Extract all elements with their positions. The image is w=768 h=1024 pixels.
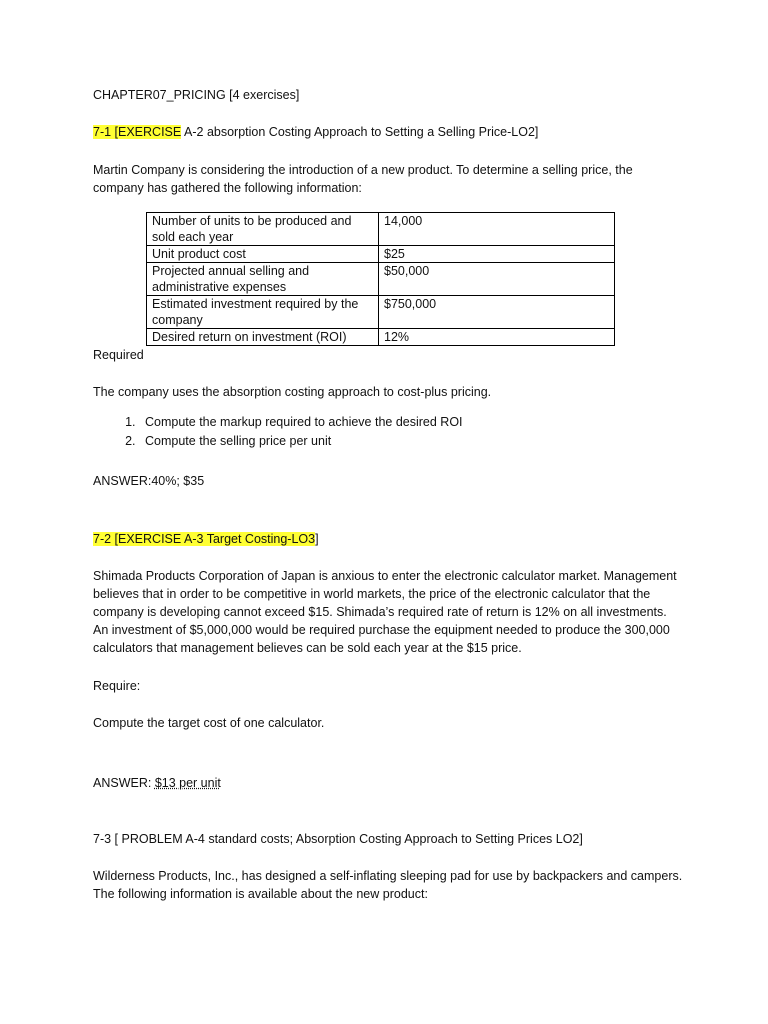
exercise-2-body: Shimada Products Corporation of Japan is anxious to enter the electronic calculator market. Management believes that in order to be competitive in world markets, the price of the electronic calculator that the company is developing cannot exceed $15. Shimada’s required rate of return is 12% on all investments. An investment of $5,000,000 would be required purchase the equipment needed to produce the 300,000 calculators that management believes can be sold each year at the $15 price. — [93, 569, 677, 655]
table-cell-label: Projected annual selling and administrative expenses — [147, 263, 379, 296]
list-item: 1. Compute the markup required to achieve the desired ROI — [139, 413, 683, 432]
table-cell-value: $50,000 — [379, 263, 615, 296]
table-cell-value: $750,000 — [379, 296, 615, 329]
exercise-2-task: Compute the target cost of one calculator. — [93, 716, 325, 730]
exercise-3-intro: Wilderness Products, Inc., has designed a self-inflating sleeping pad for use by backpackers and campers. The following information is available about the new product: — [93, 869, 683, 901]
exercise-2-answer-label: ANSWER: — [93, 776, 155, 790]
document-title: CHAPTER07_PRICING [4 exercises] — [93, 88, 300, 102]
exercise-2-heading-highlight: 7-2 [EXERCISE A-3 Target Costing-LO3 — [93, 532, 316, 546]
table-row — [147, 263, 615, 296]
exercise-2-answer — [93, 774, 683, 792]
table-cell-value: 14,000 — [379, 213, 615, 246]
exercise-1-steps — [93, 413, 683, 451]
exercise-1-answer: ANSWER:40%; $35 — [93, 474, 205, 488]
table-row — [147, 329, 615, 346]
exercise-1-required-label: Required — [93, 348, 144, 362]
exercise-1-info-table — [146, 212, 615, 346]
exercise-2-heading-rest: ] — [315, 532, 319, 546]
document-page — [93, 86, 683, 903]
table-row — [147, 213, 615, 246]
exercise-3-heading: 7-3 [ PROBLEM A-4 standard costs; Absorption Costing Approach to Setting Prices LO2] — [93, 832, 583, 846]
table-row — [147, 296, 615, 329]
exercise-2-require-label: Require: — [93, 679, 141, 693]
table-cell-value: $25 — [379, 246, 615, 263]
exercise-1-heading-highlight: 7-1 [EXERCISE — [93, 125, 182, 139]
table-row — [147, 246, 615, 263]
table-cell-label: Desired return on investment (ROI) — [147, 329, 379, 346]
exercise-2-answer-value: $13 per unit — [154, 776, 221, 790]
table-cell-label: Estimated investment required by the company — [147, 296, 379, 329]
exercise-1-intro: Martin Company is considering the introduction of a new product. To determine a selling price, the company has gathered the following information: — [93, 163, 633, 195]
table-cell-label: Number of units to be produced and sold each year — [147, 213, 379, 246]
table-cell-value: 12% — [379, 329, 615, 346]
exercise-2-heading — [93, 530, 683, 548]
exercise-1-heading — [93, 123, 683, 141]
exercise-1-method: The company uses the absorption costing approach to cost-plus pricing. — [93, 385, 492, 399]
exercise-1-heading-rest: A-2 absorption Costing Approach to Setting a Selling Price-LO2] — [181, 125, 539, 139]
table-cell-label: Unit product cost — [147, 246, 379, 263]
list-item: 2. Compute the selling price per unit — [139, 432, 683, 451]
